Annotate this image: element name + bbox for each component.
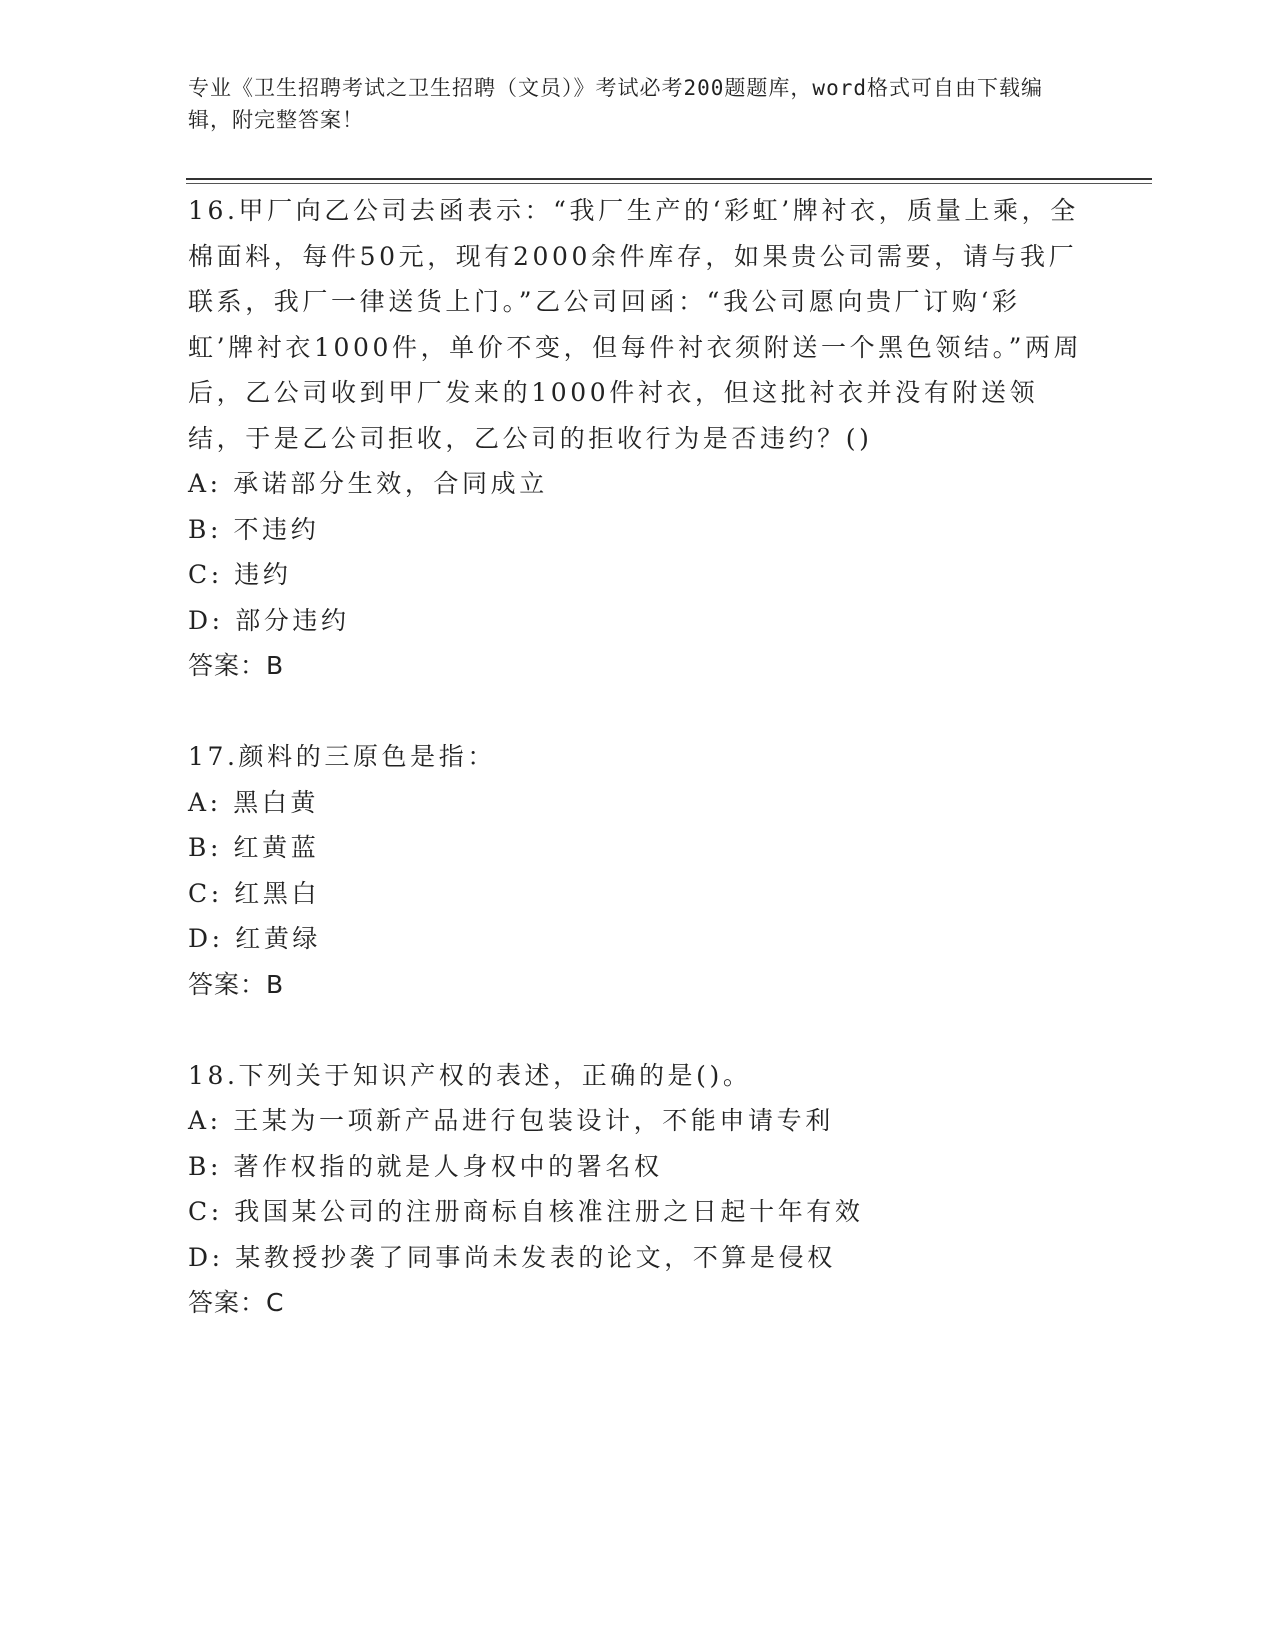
option-b: B: 著作权指的就是人身权中的署名权	[188, 1151, 663, 1181]
option-b: B: 不违约	[188, 514, 320, 544]
header-divider-thin	[186, 183, 1152, 184]
question-16	[188, 188, 1088, 689]
header-divider-thick	[186, 178, 1152, 180]
question-stem: 16.甲厂向乙公司去函表示：“我厂生产的‘彩虹’牌衬衣，质量上乘，全棉面料，每件50元，现有2000余件库存，如果贵公司需要，请与我厂联系，我厂一律送货上门。”乙公司回函：“我公司愿向贵厂订购‘彩虹’牌衬衣1000件，单价不变，但每件衬衣须附送一个黑色领结。”两周后，乙公司收到甲厂发来的1000件衬衣，但这批衬衣并没有附送领结，于是乙公司拒收，乙公司的拒收行为是否违约？()	[188, 196, 1083, 453]
question-stem: 18.下列关于知识产权的表述，正确的是()。	[188, 1060, 752, 1090]
option-c: C: 红黑白	[188, 878, 321, 908]
option-b: B: 红黄蓝	[188, 833, 320, 862]
question-18	[188, 1053, 1088, 1326]
option-a: A: 王某为一项新产品进行包装设计，不能申请专利	[188, 1106, 834, 1135]
option-a: A: 承诺部分生效，合同成立	[188, 469, 548, 498]
answer: 答案：B	[188, 969, 285, 999]
question-17	[188, 734, 1088, 1007]
option-a: A: 黑白黄	[188, 787, 320, 817]
option-d: D: 部分违约	[188, 605, 350, 635]
document-header: 专业《卫生招聘考试之卫生招聘（文员）》考试必考200题题库，word格式可自由下载编辑，附完整答案！	[188, 76, 1043, 132]
answer: 答案：C	[188, 1288, 285, 1317]
option-d: D: 某教授抄袭了同事尚未发表的论文，不算是侵权	[188, 1242, 836, 1272]
option-c: C: 违约	[188, 560, 292, 589]
answer: 答案：B	[188, 651, 285, 680]
option-c: C: 我国某公司的注册商标自核准注册之日起十年有效	[188, 1197, 864, 1226]
question-spacer	[188, 689, 1088, 735]
question-stem: 17.颜料的三原色是指：	[188, 742, 496, 771]
question-list	[188, 188, 1088, 1326]
option-d: D: 红黄绿	[188, 924, 322, 953]
question-spacer	[188, 1007, 1088, 1053]
